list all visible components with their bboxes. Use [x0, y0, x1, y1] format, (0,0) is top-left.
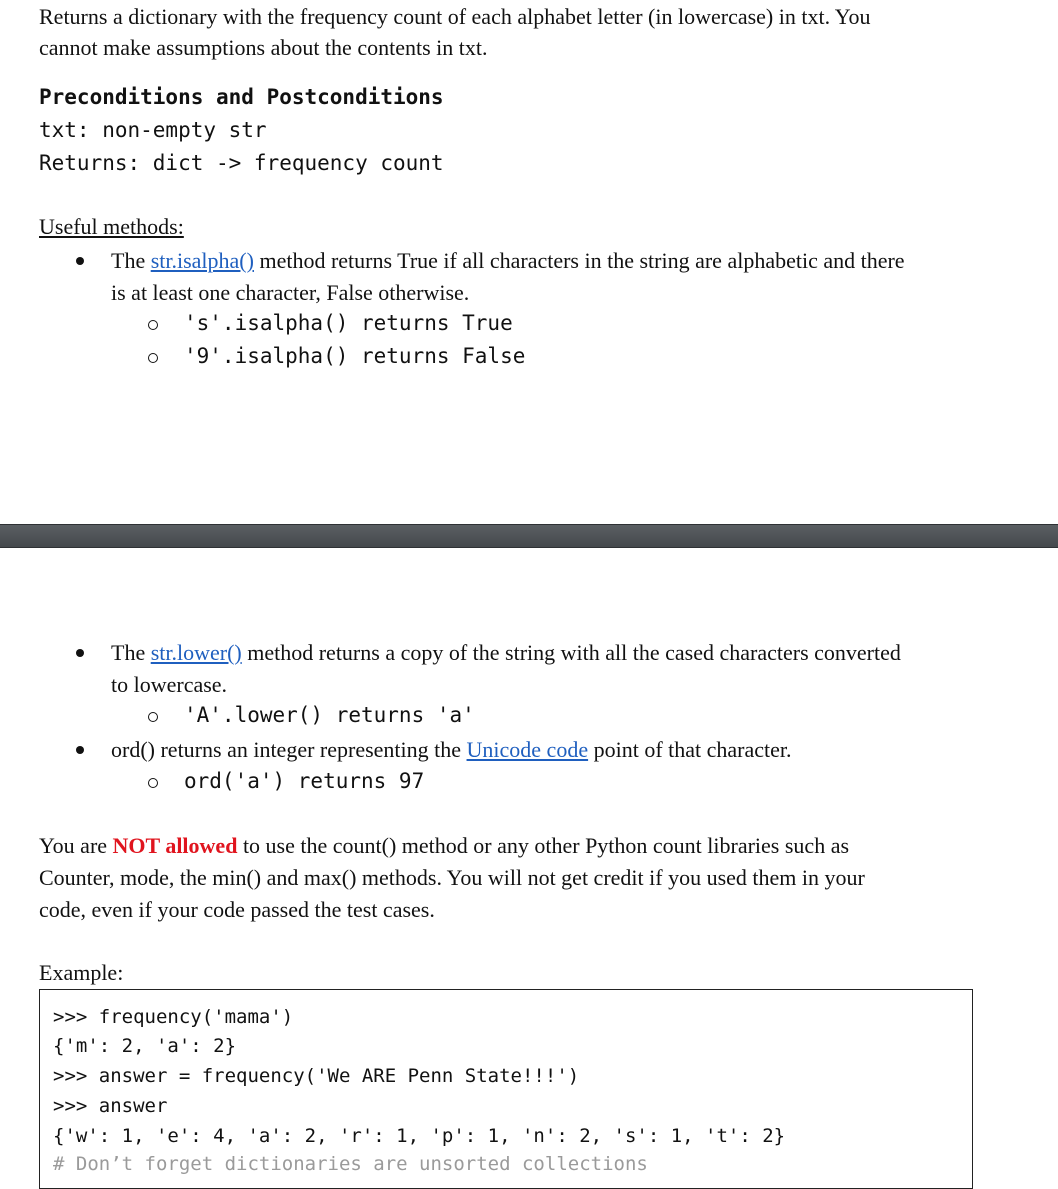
example-label: Example: — [39, 960, 124, 985]
lower-description-line-1 — [111, 640, 901, 666]
useful-methods-heading: Useful methods: — [39, 214, 184, 239]
conditions-heading: Preconditions and Postconditions — [39, 85, 444, 109]
warning-text-pre: You are — [39, 833, 113, 858]
bullet-icon — [76, 257, 84, 265]
isalpha-description-line-1 — [111, 248, 905, 274]
lower-link[interactable]: str.lower() — [150, 640, 242, 665]
lower-text-pre: The — [111, 640, 151, 665]
ord-example-1: ord('a') returns 97 — [184, 769, 425, 793]
circle-bullet-icon — [148, 712, 158, 722]
code-line-2: {'m': 2, 'a': 2} — [53, 1035, 237, 1057]
isalpha-text-post: method returns True if all characters in the string are alphabetic and there — [253, 248, 905, 273]
code-line-1: >>> frequency('mama') — [53, 1006, 294, 1028]
page-divider — [0, 524, 1058, 548]
warning-line-2: Counter, mode, the min() and max() methods. You will not get credit if you used them in your — [39, 865, 865, 890]
example-code-box — [39, 989, 973, 1189]
unicode-code-link[interactable]: Unicode code — [466, 737, 589, 762]
ord-text-pre: ord() returns an integer representing the — [111, 737, 467, 762]
lower-text-post: method returns a copy of the string with all the cased characters converted — [241, 640, 901, 665]
not-allowed-emphasis: NOT allowed — [112, 833, 238, 858]
code-line-4: >>> answer — [53, 1095, 168, 1117]
isalpha-link[interactable]: str.isalpha() — [150, 248, 254, 273]
warning-line-3: code, even if your code passed the test cases. — [39, 897, 435, 922]
code-comment-line: # Don’t forget dictionaries are unsorted collections — [53, 1153, 648, 1175]
circle-bullet-icon — [148, 778, 158, 788]
postcondition-text: Returns: dict -> frequency count — [39, 151, 444, 175]
bullet-icon — [76, 746, 84, 754]
ord-text-post: point of that character. — [588, 737, 792, 762]
warning-line-1 — [39, 833, 849, 859]
bullet-icon — [76, 649, 84, 657]
circle-bullet-icon — [148, 353, 158, 363]
code-line-5: {'w': 1, 'e': 4, 'a': 2, 'r': 1, 'p': 1, 'n': 2, 's': 1, 't': 2} — [53, 1125, 786, 1147]
circle-bullet-icon — [148, 320, 158, 330]
intro-line-1: Returns a dictionary with the frequency count of each alphabet letter (in lowercase) in txt. You — [39, 4, 871, 29]
lower-description-line-2: to lowercase. — [111, 672, 228, 697]
isalpha-text-pre: The — [111, 248, 151, 273]
code-line-3: >>> answer = frequency('We ARE Penn State!!!') — [53, 1065, 580, 1087]
warning-text-post: to use the count() method or any other Python count libraries such as — [237, 833, 850, 858]
intro-line-2: cannot make assumptions about the contents in txt. — [39, 35, 488, 60]
lower-example-1: 'A'.lower() returns 'a' — [184, 703, 475, 727]
isalpha-description-line-2: is at least one character, False otherwise. — [111, 280, 470, 305]
precondition-text: txt: non-empty str — [39, 118, 267, 142]
isalpha-example-1: 's'.isalpha() returns True — [184, 311, 513, 335]
isalpha-example-2: '9'.isalpha() returns False — [184, 344, 526, 368]
ord-description — [111, 737, 792, 763]
